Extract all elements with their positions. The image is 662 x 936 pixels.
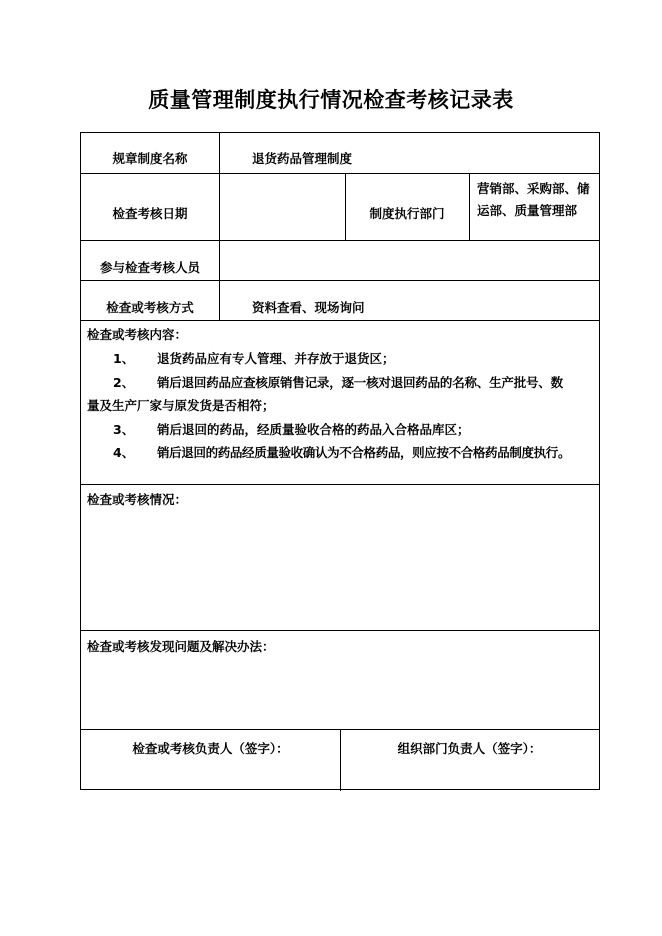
executing-dept-line: 营销部、采购部、储 <box>477 181 590 196</box>
content-item-text: 退货药品应有专人管理、并存放于退货区； <box>157 351 395 366</box>
inspection-method-value: 资料查看、现场询问 <box>252 300 365 315</box>
page-title: 质量管理制度执行情况检查考核记录表 <box>148 88 514 112</box>
record-table <box>80 132 600 790</box>
column-divider <box>219 133 220 320</box>
column-divider <box>469 173 470 240</box>
content-item-text: 销后退回药品应查核原销售记录，逐一核对退回药品的名称、生产批号、数 <box>157 375 563 390</box>
row-divider <box>81 630 599 631</box>
column-divider <box>340 729 341 791</box>
content-item-continuation: 量及生产厂家与原发货是否相符； <box>87 398 275 413</box>
content-item-text: 销后退回的药品经质量验收确认为不合格药品，则应按不合格药品制度执行。 <box>157 445 571 460</box>
content-item-number: 4、 <box>113 445 135 460</box>
inspection-method-label: 检查或考核方式 <box>106 300 194 315</box>
regulation-name-value: 退货药品管理制度 <box>252 151 353 166</box>
executing-dept-label: 制度执行部门 <box>369 206 445 221</box>
content-item-number: 2、 <box>113 375 135 390</box>
inspection-date-label: 检查考核日期 <box>112 206 188 221</box>
content-item-number: 1、 <box>113 351 135 366</box>
executing-dept-line: 运部、质量管理部 <box>477 203 578 218</box>
executing-dept-value <box>477 178 590 222</box>
participants-label: 参与检查考核人员 <box>99 260 200 275</box>
problems-label: 检查或考核发现问题及解决办法： <box>87 639 275 654</box>
regulation-name-label: 规章制度名称 <box>112 151 188 166</box>
situation-label: 检查或考核情况： <box>87 492 188 507</box>
row-divider <box>81 173 599 174</box>
content-item-number: 3、 <box>113 422 135 437</box>
content-item-text: 销后退回的药品，经质量验收合格的药品入合格品库区； <box>157 422 470 437</box>
row-divider <box>81 320 599 321</box>
dept-head-signature-label: 组织部门负责人（签字）： <box>397 741 542 756</box>
row-divider <box>81 280 599 281</box>
inspector-signature-label: 检查或考核负责人（签字）： <box>132 741 289 756</box>
row-divider <box>81 240 599 241</box>
content-heading: 检查或考核内容： <box>87 327 188 342</box>
row-divider <box>81 484 599 485</box>
